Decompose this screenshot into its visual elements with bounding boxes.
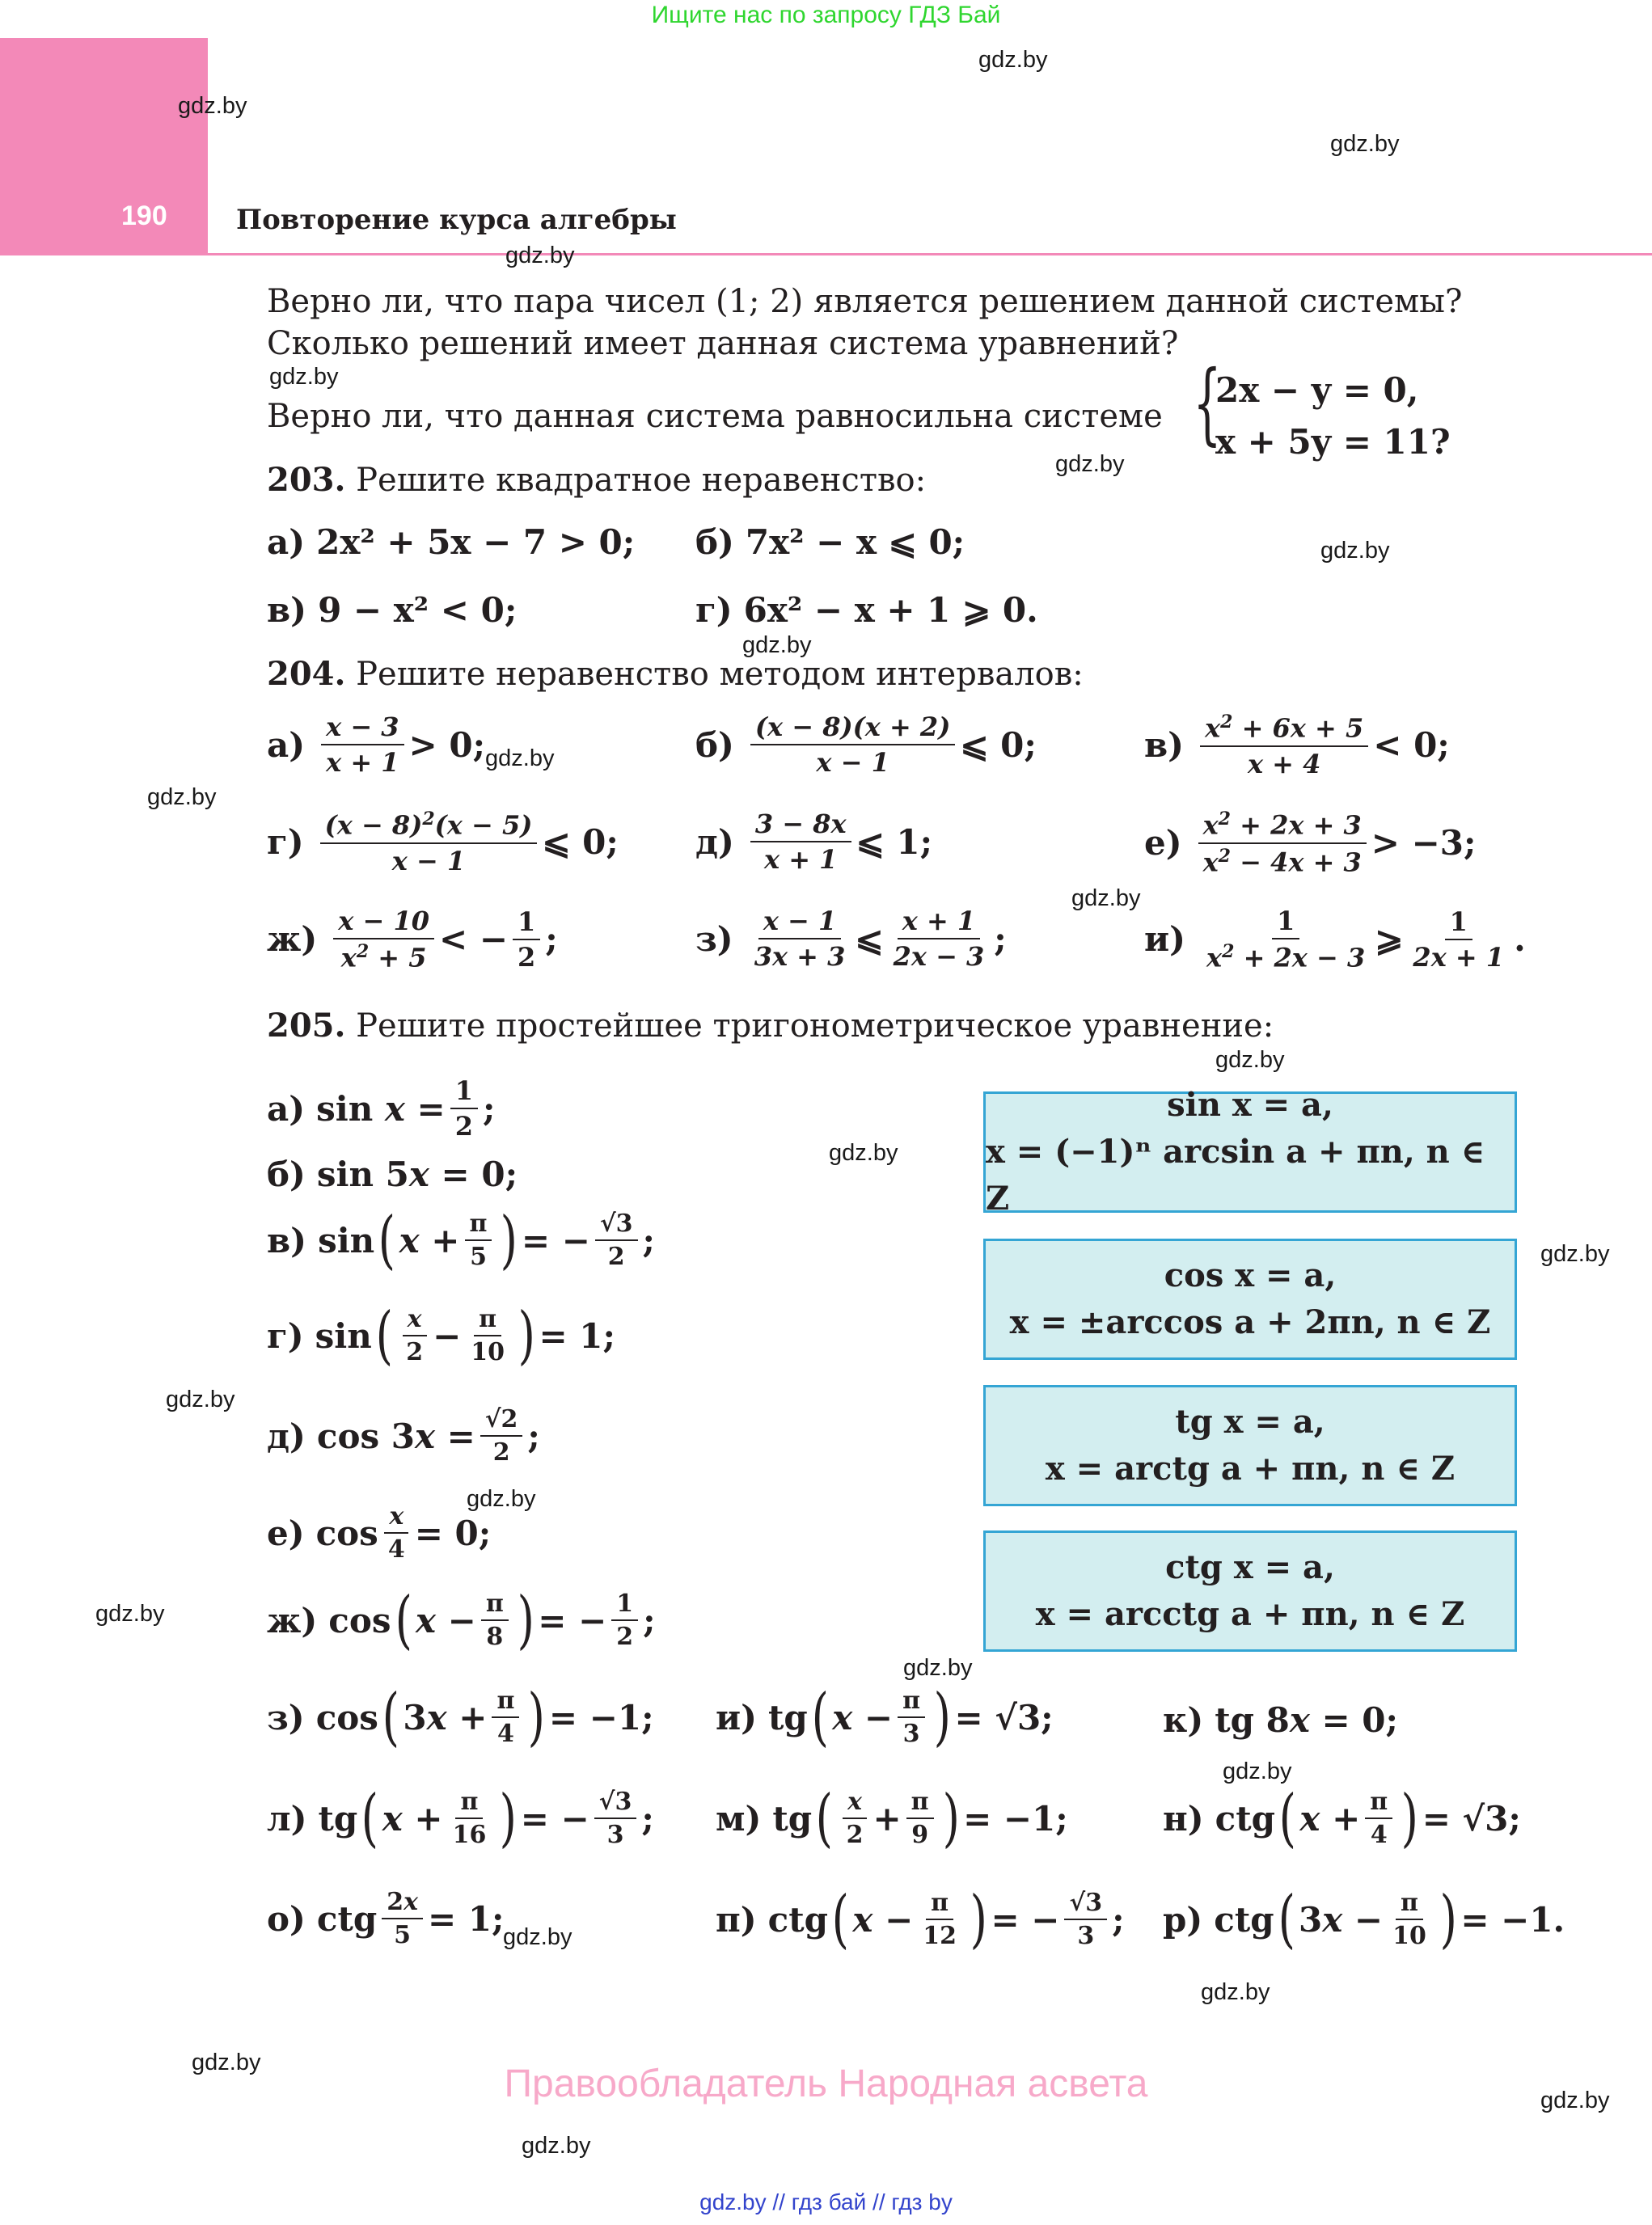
task-205-a: а) sin x = $\frac{1}{2}$ ; [267, 1075, 496, 1142]
task-203-g: г) 6x² − x + 1 ⩾ 0. [695, 590, 1038, 630]
watermark: gdz.by [1330, 131, 1400, 157]
formula-box-ctg [983, 1530, 1517, 1652]
watermark: gdz.by [978, 47, 1048, 73]
watermark: gdz.by [1223, 1758, 1292, 1784]
page-tab [0, 38, 208, 254]
formula-cos-line-1: cos x = a, [1164, 1256, 1337, 1294]
task-204-d: д) $\frac{3 - 8x}{x + 1}$ ⩽ 1; [695, 809, 933, 875]
task-204-a: а) $\frac{x - 3}{x + 1}$ > 0; [267, 711, 486, 778]
watermark: gdz.by [1540, 1241, 1610, 1267]
watermark: gdz.by [1055, 451, 1125, 477]
task-205-n: н) ctg ( x + $\frac{\pi}{4}$ ) = √3; [1163, 1782, 1521, 1855]
header-divider [0, 253, 1652, 255]
task-203-b: б) 7x² − x ⩽ 0; [695, 522, 965, 562]
watermark: gdz.by [522, 2133, 591, 2159]
footer-copyright: Правообладатель Народная асвета [504, 2062, 1148, 2105]
formula-sin-line-1: sin x = a, [1167, 1086, 1333, 1124]
watermark: gdz.by [1071, 885, 1141, 911]
task-204-e: е) $\frac{x^2 + 2x + 3}{x^2 - 4x + 3}$ > −3; [1144, 809, 1477, 878]
formula-cos-line-2: x = ±arccos a + 2πn, n ∈ Z [1009, 1303, 1491, 1341]
formula-tg-line-1: tg x = a, [1175, 1403, 1325, 1441]
watermark: gdz.by [1201, 1979, 1270, 2005]
formula-ctg-line-1: ctg x = a, [1165, 1548, 1335, 1586]
footer-links[interactable]: gdz.by // гдз бай // гдз by [699, 2189, 953, 2214]
watermark: gdz.by [166, 1387, 235, 1412]
task-205-e: е) cos $\frac{x}{4}$ = 0; [267, 1502, 492, 1564]
watermark: gdz.by [1320, 538, 1390, 564]
task-204-z: з) $\frac{x - 1}{3x + 3}$ ⩽ $\frac{x + 1}{2x - 3}$ ; [695, 906, 1007, 972]
system-eq-2: x + 5y = 11? [1215, 422, 1451, 462]
formula-box-sin [983, 1086, 1517, 1218]
task-205-r: р) ctg ( 3x − $\frac{\pi}{10}$ ) = −1. [1163, 1883, 1565, 1956]
task-204-b: б) $\frac{(x - 8)(x + 2)}{x - 1}$ ⩽ 0; [695, 711, 1037, 778]
watermark: gdz.by [192, 2050, 261, 2075]
watermark: gdz.by [1215, 1047, 1285, 1073]
formula-ctg-line-2: x = arcctg a + πn, n ∈ Z [1035, 1595, 1465, 1633]
intro-line-2: Сколько решений имеет данная система уравнений? [267, 325, 1179, 362]
task-205-k: к) tg 8x = 0; [1163, 1700, 1399, 1740]
intro-line-1: Верно ли, что пара чисел (1; 2) является решением данной системы? [267, 283, 1463, 320]
top-banner: Ищите нас по запросу ГДЗ Бай [651, 2, 1001, 28]
task-203-v: в) 9 − x² < 0; [267, 590, 518, 630]
task-205-v: в) sin ( x + $\frac{\pi}{5}$ ) = − $\frac{√3}{2}$ ; [267, 1204, 656, 1277]
task-205-p: п) ctg ( x − $\frac{\pi}{12}$ ) = − $\frac{√3}{3}$ ; [716, 1883, 1125, 1956]
task-203-a: а) 2x² + 5x − 7 > 0; [267, 522, 636, 562]
task-203-heading: 203. Решите квадратное неравенство: [267, 461, 927, 499]
task-204-g: г) $\frac{(x - 8)^2(x - 5)}{x - 1}$ ⩽ 0; [267, 809, 619, 876]
watermark: gdz.by [829, 1140, 898, 1166]
watermark: gdz.by [485, 745, 555, 771]
task-205-heading: 205. Решите простейшее тригонометрическое уравнение: [267, 1007, 1274, 1045]
task-205-zh: ж) cos ( x − $\frac{\pi}{8}$ ) = − $\frac{1}{2}$ ; [267, 1584, 656, 1657]
formula-tg-line-2: x = arctg a + πn, n ∈ Z [1045, 1450, 1456, 1488]
task-205-g: г) sin ( $\frac{x}{2}$ − $\frac{\pi}{10}$ ) = 1; [267, 1299, 615, 1372]
task-205-o: о) ctg $\frac{2x}{5}$ = 1; [267, 1888, 505, 1949]
watermark: gdz.by [503, 1924, 572, 1950]
watermark: gdz.by [1540, 2088, 1610, 2113]
system-eq-1: 2x − y = 0, [1215, 370, 1419, 410]
task-204-heading: 204. Решите неравенство методом интервалов: [267, 655, 1084, 693]
watermark: gdz.by [95, 1601, 165, 1627]
formula-box-cos [983, 1239, 1517, 1360]
task-204-v: в) $\frac{x^2 + 6x + 5}{x + 4}$ < 0; [1144, 711, 1450, 779]
task-204-zh: ж) $\frac{x - 10}{x^2 + 5}$ < − $\frac{1}{2}$ ; [267, 906, 558, 973]
task-205-l: л) tg ( x + $\frac{\pi}{16}$ ) = − $\frac{√3}{3}$ ; [267, 1782, 654, 1855]
watermark: gdz.by [505, 243, 575, 268]
task-205-b: б) sin 5x = 0; [267, 1155, 518, 1194]
task-205-d: д) cos 3x = $\frac{√2}{2}$ ; [267, 1405, 540, 1467]
page-number: 190 [121, 201, 167, 231]
watermark: gdz.by [467, 1486, 536, 1512]
watermark: gdz.by [147, 784, 217, 810]
watermark: gdz.by [178, 93, 247, 119]
formula-sin-line-2: x = (−1)ⁿ arcsin a + πn, n ∈ Z [986, 1133, 1485, 1218]
system-brace: { [1193, 351, 1222, 454]
watermark: gdz.by [742, 632, 812, 658]
task-205-m: м) tg ( $\frac{x}{2}$ + $\frac{\pi}{9}$ ) = −1; [716, 1782, 1068, 1855]
task-205-z: з) cos ( 3x + $\frac{\pi}{4}$ ) = −1; [267, 1681, 654, 1754]
formula-box-tg [983, 1385, 1517, 1506]
section-title: Повторение курса алгебры [236, 204, 677, 236]
intro-line-3: Верно ли, что данная система равносильна системе [267, 398, 1163, 435]
task-204-i: и) $\frac{1}{x^2 + 2x - 3}$ ⩾ $\frac{1}{2x + 1}$ . [1144, 906, 1526, 973]
watermark: gdz.by [903, 1655, 973, 1681]
task-205-i: и) tg ( x − $\frac{\pi}{3}$ ) = √3; [716, 1681, 1054, 1754]
watermark: gdz.by [269, 364, 339, 390]
